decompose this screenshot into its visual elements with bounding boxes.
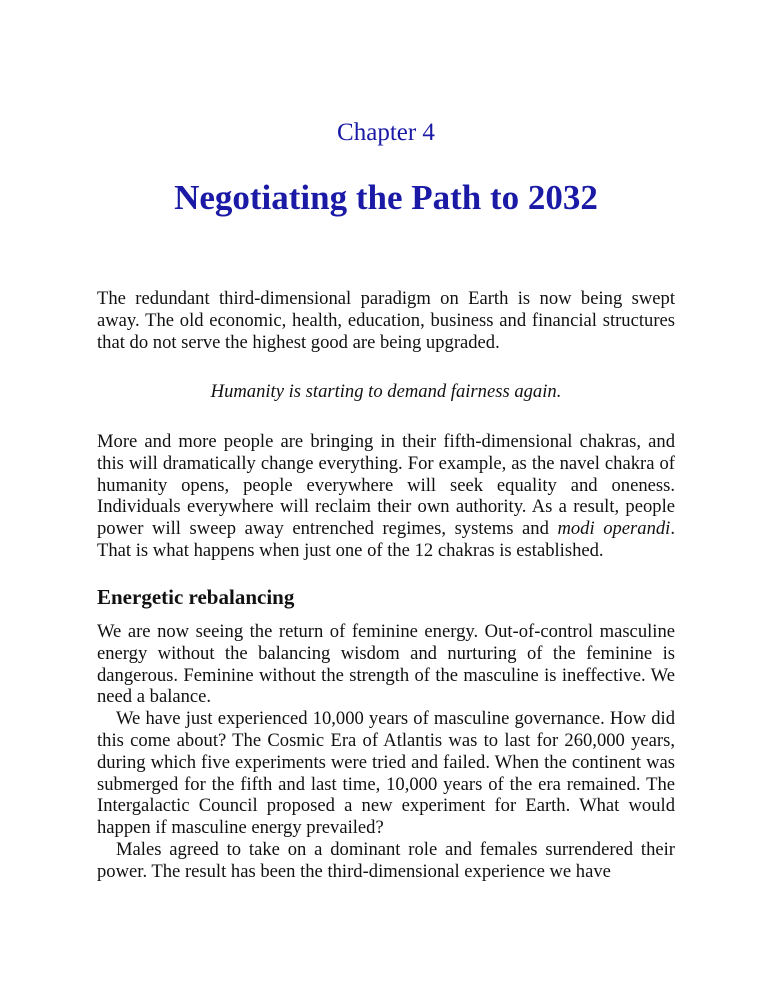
- section-heading: Energetic rebalancing: [97, 585, 295, 609]
- chakras-paragraph: [97, 431, 675, 562]
- chapter-title: Negotiating the Path to 2032: [174, 178, 598, 217]
- chakras-text-start: More and more people are bringing in their fifth-dimensional chakras, and this will dramatically change everything. For example, as the navel chakra of humanity opens, people everywhere will seek equality and oneness. Individuals everywhere will reclaim their own authority. As a result, people power will sweep away entrenched regimes, systems and: [97, 431, 675, 540]
- section-paragraph-2: We have just experienced 10,000 years of masculine governance. How did this come about? The Cosmic Era of Atlantis was to last for 260,000 years, during which five experiments were tried and failed. When the continent was submerged for the fifth and last time, 10,000 years of the era remained. The Intergalactic Council proposed a new experiment for Earth. What would happen if masculine energy prevailed?: [97, 708, 675, 839]
- chapter-label: Chapter 4: [337, 119, 435, 146]
- chakras-italic-term: modi operandi: [557, 518, 671, 540]
- intro-paragraph: The redundant third-dimensional paradigm on Earth is now being swept away. The old economic, health, education, business and financial structures that do not serve the highest good are being upgraded.: [97, 288, 675, 353]
- section-paragraph-1: We are now seeing the return of feminine energy. Out-of-control masculine energy without the balancing wisdom and nurturing of the feminine is dangerous. Feminine without the strength of the masculine is ineffective. We need a balance.: [97, 621, 675, 708]
- section-paragraph-3: Males agreed to take on a dominant role and females surrendered their power. The result has been the third-dimensional experience we have: [97, 838, 675, 882]
- pull-quote: Humanity is starting to demand fairness again.: [210, 381, 562, 402]
- chakras-text-end: . That is what happens when just one of the 12 chakras is established.: [97, 518, 675, 561]
- section-body: [97, 621, 675, 883]
